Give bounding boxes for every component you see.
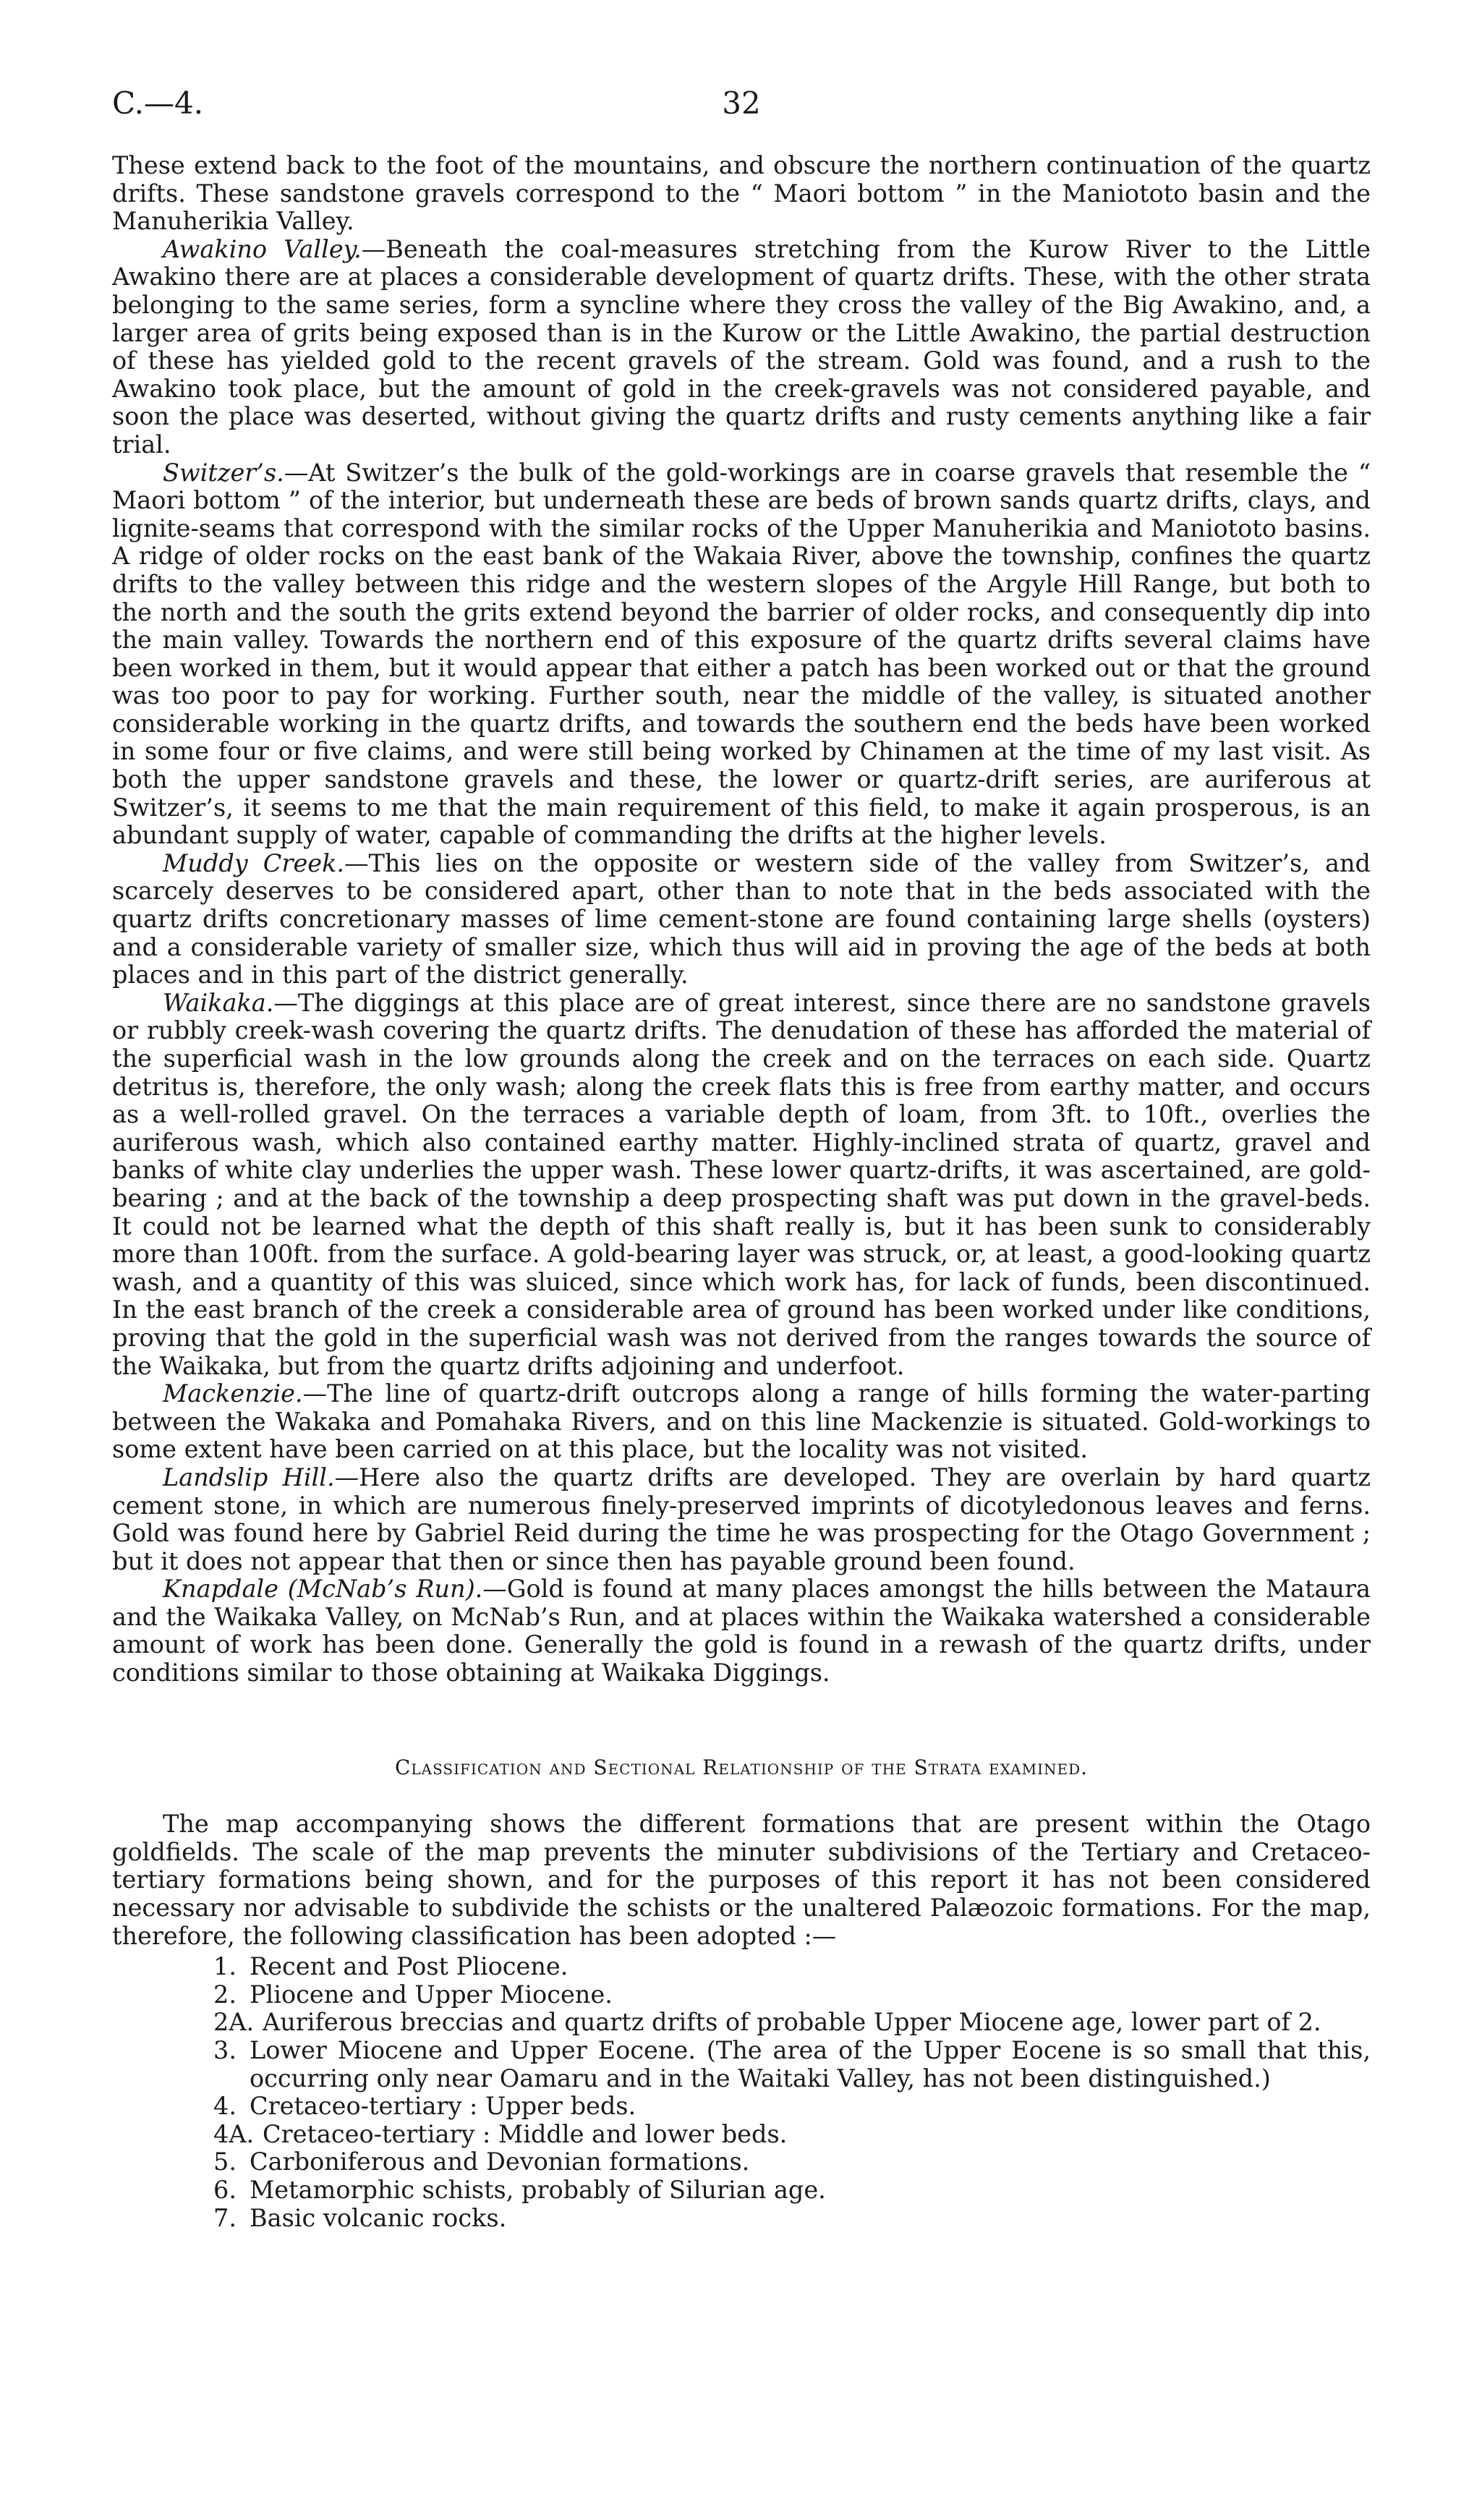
paragraph-landslip-hill (112, 1464, 1371, 1575)
list-item-number: 7. (213, 2203, 237, 2232)
paragraph-text: These extend back to the foot of the mountains, and obscure the northern continuation of the quartz drifts. These sandstone gravels correspond to the “ Maori bottom ” in the Maniototo basin and the Manuherikia Valley. (112, 151, 1371, 236)
list-item-number: 4A. (213, 2119, 255, 2148)
list-item (213, 2009, 1371, 2037)
section-heading: Classification and Sectional Relationship of the Strata examined. (394, 1755, 1089, 1779)
list-item-text: Recent and Post Pliocene. (250, 1952, 569, 1981)
section-intro: The map accompanying shows the different formations that are present within the Otago goldfields. The scale of the map prevents the minuter subdivisions of the Tertiary and Cretaceo-tertiary formations being shown, and for the purposes of this report it has not been considered necessary nor advisable to subdivide the schists or the unaltered Palæozoic formations. For the map, therefore, the following classification has been adopted :— (112, 1810, 1371, 1950)
list-item-text: Pliocene and Upper Miocene. (250, 1980, 613, 2009)
paragraph-lead: Switzer’s. (163, 458, 284, 487)
paragraph-text: —The diggings at this place are of great interest, since there are no sandstone gravels or rubbly creek-wash covering the quartz drifts. The denudation of these has afforded the material of the superficial wash in the low grounds along the creek and on the terraces on each side. Quartz detritus is, therefore, the only wash; along the creek flats this is free from earthy matter, and occurs as a well-rolled gravel. On the terraces a variable depth of loam, from 3ft. to 10ft., overlies the auriferous wash, which also contained earthy matter. Highly-inclined strata of quartz, gravel and banks of white clay underlies the upper wash. These lower quartz-drifts, it was ascertained, are gold-bearing ; and at the back of the township a deep prospecting shaft was put down in the gravel-beds. It could not be learned what the depth of this shaft really is, but it has been sunk to considerably more than 100ft. from the surface. A gold-bearing layer was struck, or, at least, a good-looking quartz wash, and a quantity of this was sluiced, since which work has, for lack of funds, been discontinued. In the east branch of the creek a considerable area of ground has been worked under like conditions, proving that the gold in the superficial wash was not derived from the ranges towards the source of the Waikaka, but from the quartz drifts adjoining and underfoot. (112, 988, 1371, 1380)
paragraph-text: —At Switzer’s the bulk of the gold-workings are in coarse gravels that resemble the “ Maori bottom ” of the interior, but underneath these are beds of brown sands quartz drifts, clays, and lignite-seams that correspond with the similar rocks of the Upper Manuherikia and Maniototo basins. A ridge of older rocks on the east bank of the Wakaia River, above the township, confines the quartz drifts to the valley between this ridge and the western slopes of the Argyle Hill Range, but both to the north and the south the grits extend beyond the barrier of older rocks, and consequently dip into the main valley. Towards the northern end of this exposure of the quartz drifts several claims have been worked in them, but it would appear that either a patch has been worked out or that the ground was too poor to pay for working. Further south, near the middle of the valley, is situated another considerable working in the quartz drifts, and towards the southern end the beds have been worked in some four or five claims, and were still being worked by Chinamen at the time of my last visit. As both the upper sandstone gravels and these, the lower or quartz-drift series, are auriferous at Switzer’s, it seems to me that the main requirement of this field, to make it again prosperous, is an abundant supply of water, capable of commanding the drifts at the higher levels. (112, 458, 1371, 850)
list-item (213, 2121, 1371, 2149)
paragraph-waikaka (112, 989, 1371, 1380)
paragraph-intro (112, 152, 1371, 236)
paragraph-text: —This lies on the opposite or western side of the valley from Switzer’s, and scarcely deserves to be considered apart, other than to note that in the beds associated with the quartz drifts concretionary masses of lime cement-stone are found containing large shells (oysters) and a considerable variety of smaller size, which thus will aid in proving the age of the beds at both places and in this part of the district generally. (112, 848, 1371, 989)
paragraph-awakino-valley (112, 236, 1371, 459)
list-item-text: Cretaceo-tertiary : Upper beds. (250, 2092, 636, 2121)
paragraph-lead: Knapdale (McNab’s Run). (163, 1575, 483, 1604)
list-item-text: Carboniferous and Devonian formations. (250, 2147, 750, 2176)
list-item-text: Basic volcanic rocks. (250, 2203, 507, 2232)
list-item-number: 2A. (213, 2008, 255, 2037)
list-item (213, 1981, 1371, 2009)
classification-list (112, 1953, 1371, 2232)
paragraph-text: —The line of quartz-drift outcrops along a range of hills forming the water-parting between the Wakaka and Pomahaka Rivers, and on this line Mackenzie is situated. Gold-workings to some extent have been carried on at this place, but the locality was not visited. (112, 1379, 1371, 1464)
paragraph-switzers (112, 459, 1371, 850)
list-item (213, 2037, 1371, 2093)
paragraph-text: —Gold is found at many places amongst the hills between the Mataura and the Waikaka Valley, on McNab’s Run, and at places within the Waikaka watershed a considerable amount of work has been done. Generally the gold is found in a rewash of the quartz drifts, under conditions similar to those obtaining at Waikaka Diggings. (112, 1575, 1371, 1687)
paragraph-muddy-creek (112, 850, 1371, 989)
list-item-text: Lower Miocene and Upper Eocene. (The area of the Upper Eocene is so small that this, occurring only near Oamaru and in the Waitaki Valley, has not been distinguished.) (250, 2036, 1371, 2093)
page-header (112, 85, 1371, 129)
paragraph-mackenzie (112, 1380, 1371, 1464)
list-item (213, 2148, 1371, 2176)
list-item-number: 2. (213, 1980, 237, 2009)
paragraph-lead: Awakino Valley. (163, 234, 362, 263)
list-item-number: 5. (213, 2147, 237, 2176)
list-item-number: 1. (213, 1952, 237, 1981)
list-item (213, 1953, 1371, 1981)
list-item-text: Auriferous breccias and quartz drifts of probable Upper Miocene age, lower part of 2. (263, 2008, 1321, 2037)
paragraph-lead: Muddy Creek. (163, 848, 345, 877)
list-item-text: Cretaceo-tertiary : Middle and lower beds. (263, 2119, 788, 2148)
paragraph-text: —Beneath the coal-measures stretching from the Kurow River to the Little Awakino there are at places a considerable development of quartz drifts. These, with the other strata belonging to the same series, form a syncline where they cross the valley of the Big Awakino, and, a larger area of grits being exposed than is in the Kurow or the Little Awakino, the partial destruction of these has yielded gold to the recent gravels of the stream. Gold was found, and a rush to the Awakino took place, but the amount of gold in the creek-gravels was not considered payable, and soon the place was deserted, without giving the quartz drifts and rusty cements anything like a fair trial. (112, 234, 1371, 459)
paragraph-lead: Waikaka. (163, 988, 274, 1017)
list-item-number: 3. (213, 2036, 237, 2064)
paragraph-text: —Here also the quartz drifts are developed. They are overlain by hard quartz cement stone, in which are numerous finely-preserved imprints of dicotyledonous leaves and ferns. Gold was found here by Gabriel Reid during the time he was prospecting for the Otago Government ; but it does not appear that then or since then has payable ground been found. (112, 1463, 1371, 1575)
paragraph-lead: Mackenzie. (163, 1379, 303, 1408)
list-item (213, 2176, 1371, 2205)
list-item-number: 4. (213, 2092, 237, 2121)
paragraph-knapdale (112, 1575, 1371, 1687)
paragraph-lead: Landslip Hill. (163, 1463, 335, 1491)
list-item (213, 2205, 1371, 2233)
page-number: 32 (722, 85, 761, 121)
document-reference: C.—4. (112, 85, 204, 121)
page-body (112, 152, 1371, 2232)
list-item-text: Metamorphic schists, probably of Silurian age. (250, 2175, 826, 2204)
list-item-number: 6. (213, 2175, 237, 2204)
list-item (213, 2093, 1371, 2121)
